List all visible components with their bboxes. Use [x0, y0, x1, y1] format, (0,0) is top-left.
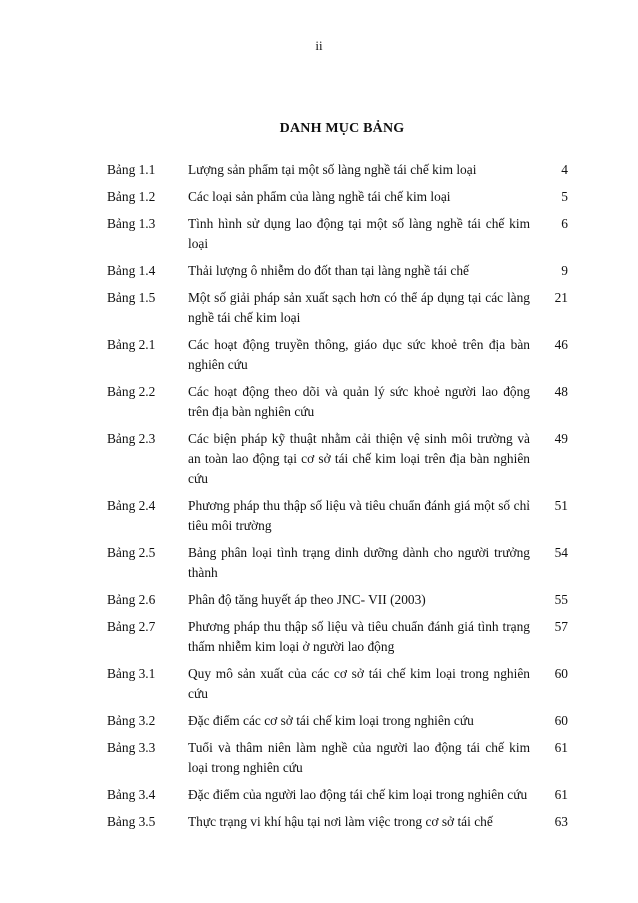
page-ref: 54 — [554, 545, 568, 560]
table-label: Bảng 3.4 — [107, 787, 156, 802]
table-caption: Bảng phân loại tình trạng dinh dưỡng dành cho người trưởng thành — [188, 545, 530, 580]
table-label: Bảng 3.2 — [107, 713, 156, 728]
table-caption: Đặc điểm các cơ sở tái chế kim loại trong nghiên cứu — [188, 713, 474, 728]
page-ref: 60 — [554, 666, 568, 681]
page-ref: 63 — [554, 814, 568, 829]
table-caption: Các hoạt động truyền thông, giáo dục sức khoẻ trên địa bàn nghiên cứu — [188, 337, 530, 372]
list-item — [0, 738, 638, 778]
page-ref: 9 — [561, 263, 568, 278]
list-item — [0, 785, 638, 805]
table-caption: Thải lượng ô nhiễm do đốt than tại làng nghề tái chế — [188, 263, 469, 278]
page-ref: 61 — [554, 740, 568, 755]
list-item — [0, 187, 638, 207]
table-label: Bảng 1.5 — [107, 290, 156, 305]
list-item — [0, 664, 638, 704]
list-item — [0, 335, 638, 375]
list-item — [0, 429, 638, 489]
page-title: DANH MỤC BẢNG — [279, 121, 405, 136]
list-item — [0, 590, 638, 610]
page-ref: 61 — [554, 787, 568, 802]
table-label: Bảng 2.5 — [107, 545, 156, 560]
page-number: ii — [315, 38, 323, 53]
table-caption: Tình hình sử dụng lao động tại một số làng nghề tái chế kim loại — [188, 216, 530, 251]
list-item — [0, 382, 638, 422]
list-item — [0, 160, 638, 180]
page-ref: 60 — [554, 713, 568, 728]
table-caption: Tuổi và thâm niên làm nghề của người lao động tái chế kim loại trong nghiên cứu — [188, 740, 530, 775]
table-label: Bảng 1.2 — [107, 189, 156, 204]
table-label: Bảng 2.7 — [107, 619, 156, 634]
list-item — [0, 496, 638, 536]
table-caption: Một số giải pháp sản xuất sạch hơn có thể áp dụng tại các làng nghề tái chế kim loại — [188, 290, 530, 325]
page-ref: 55 — [554, 592, 568, 607]
page-ref: 48 — [554, 384, 568, 399]
table-caption: Các loại sản phẩm của làng nghề tái chế kim loại — [188, 189, 451, 204]
page-ref: 57 — [554, 619, 568, 634]
list-item — [0, 288, 638, 328]
list-item — [0, 214, 638, 254]
table-caption: Phương pháp thu thập số liệu và tiêu chuẩn đánh giá tình trạng thấm nhiễm kim loại ở người lao động — [188, 619, 530, 654]
page-ref: 49 — [554, 431, 568, 446]
table-caption: Các biện pháp kỹ thuật nhằm cải thiện vệ sinh môi trường và an toàn lao động tại cơ sở tái chế kim loại trên địa bàn nghiên cứu — [188, 431, 530, 486]
table-caption: Phương pháp thu thập số liệu và tiêu chuẩn đánh giá một số chỉ tiêu môi trường — [188, 498, 530, 533]
page-ref: 46 — [554, 337, 568, 352]
table-label: Bảng 2.1 — [107, 337, 156, 352]
table-label: Bảng 3.5 — [107, 814, 156, 829]
table-label: Bảng 1.4 — [107, 263, 156, 278]
page-ref: 51 — [554, 498, 568, 513]
table-label: Bảng 2.6 — [107, 592, 156, 607]
list-item — [0, 711, 638, 731]
page-ref: 6 — [561, 216, 568, 231]
table-label: Bảng 2.2 — [107, 384, 156, 399]
table-label: Bảng 1.1 — [107, 162, 156, 177]
table-caption: Đặc điểm của người lao động tái chế kim loại trong nghiên cứu — [188, 787, 528, 802]
table-caption: Thực trạng vi khí hậu tại nơi làm việc trong cơ sở tái chế — [188, 814, 493, 829]
page-ref: 21 — [554, 290, 568, 305]
page-ref: 5 — [561, 189, 568, 204]
table-caption: Phân độ tăng huyết áp theo JNC- VII (2003) — [188, 592, 426, 607]
table-list — [0, 160, 638, 839]
table-label: Bảng 3.3 — [107, 740, 156, 755]
table-caption: Các hoạt động theo dõi và quản lý sức khoẻ người lao động trên địa bàn nghiên cứu — [188, 384, 530, 419]
table-caption: Quy mô sản xuất của các cơ sở tái chế kim loại trong nghiên cứu — [188, 666, 530, 701]
list-item — [0, 261, 638, 281]
table-label: Bảng 1.3 — [107, 216, 156, 231]
page-ref: 4 — [561, 162, 568, 177]
table-label: Bảng 2.3 — [107, 431, 156, 446]
list-item — [0, 617, 638, 657]
table-label: Bảng 2.4 — [107, 498, 156, 513]
list-item — [0, 543, 638, 583]
table-label: Bảng 3.1 — [107, 666, 156, 681]
table-caption: Lượng sản phẩm tại một số làng nghề tái chế kim loại — [188, 162, 477, 177]
list-item — [0, 812, 638, 832]
